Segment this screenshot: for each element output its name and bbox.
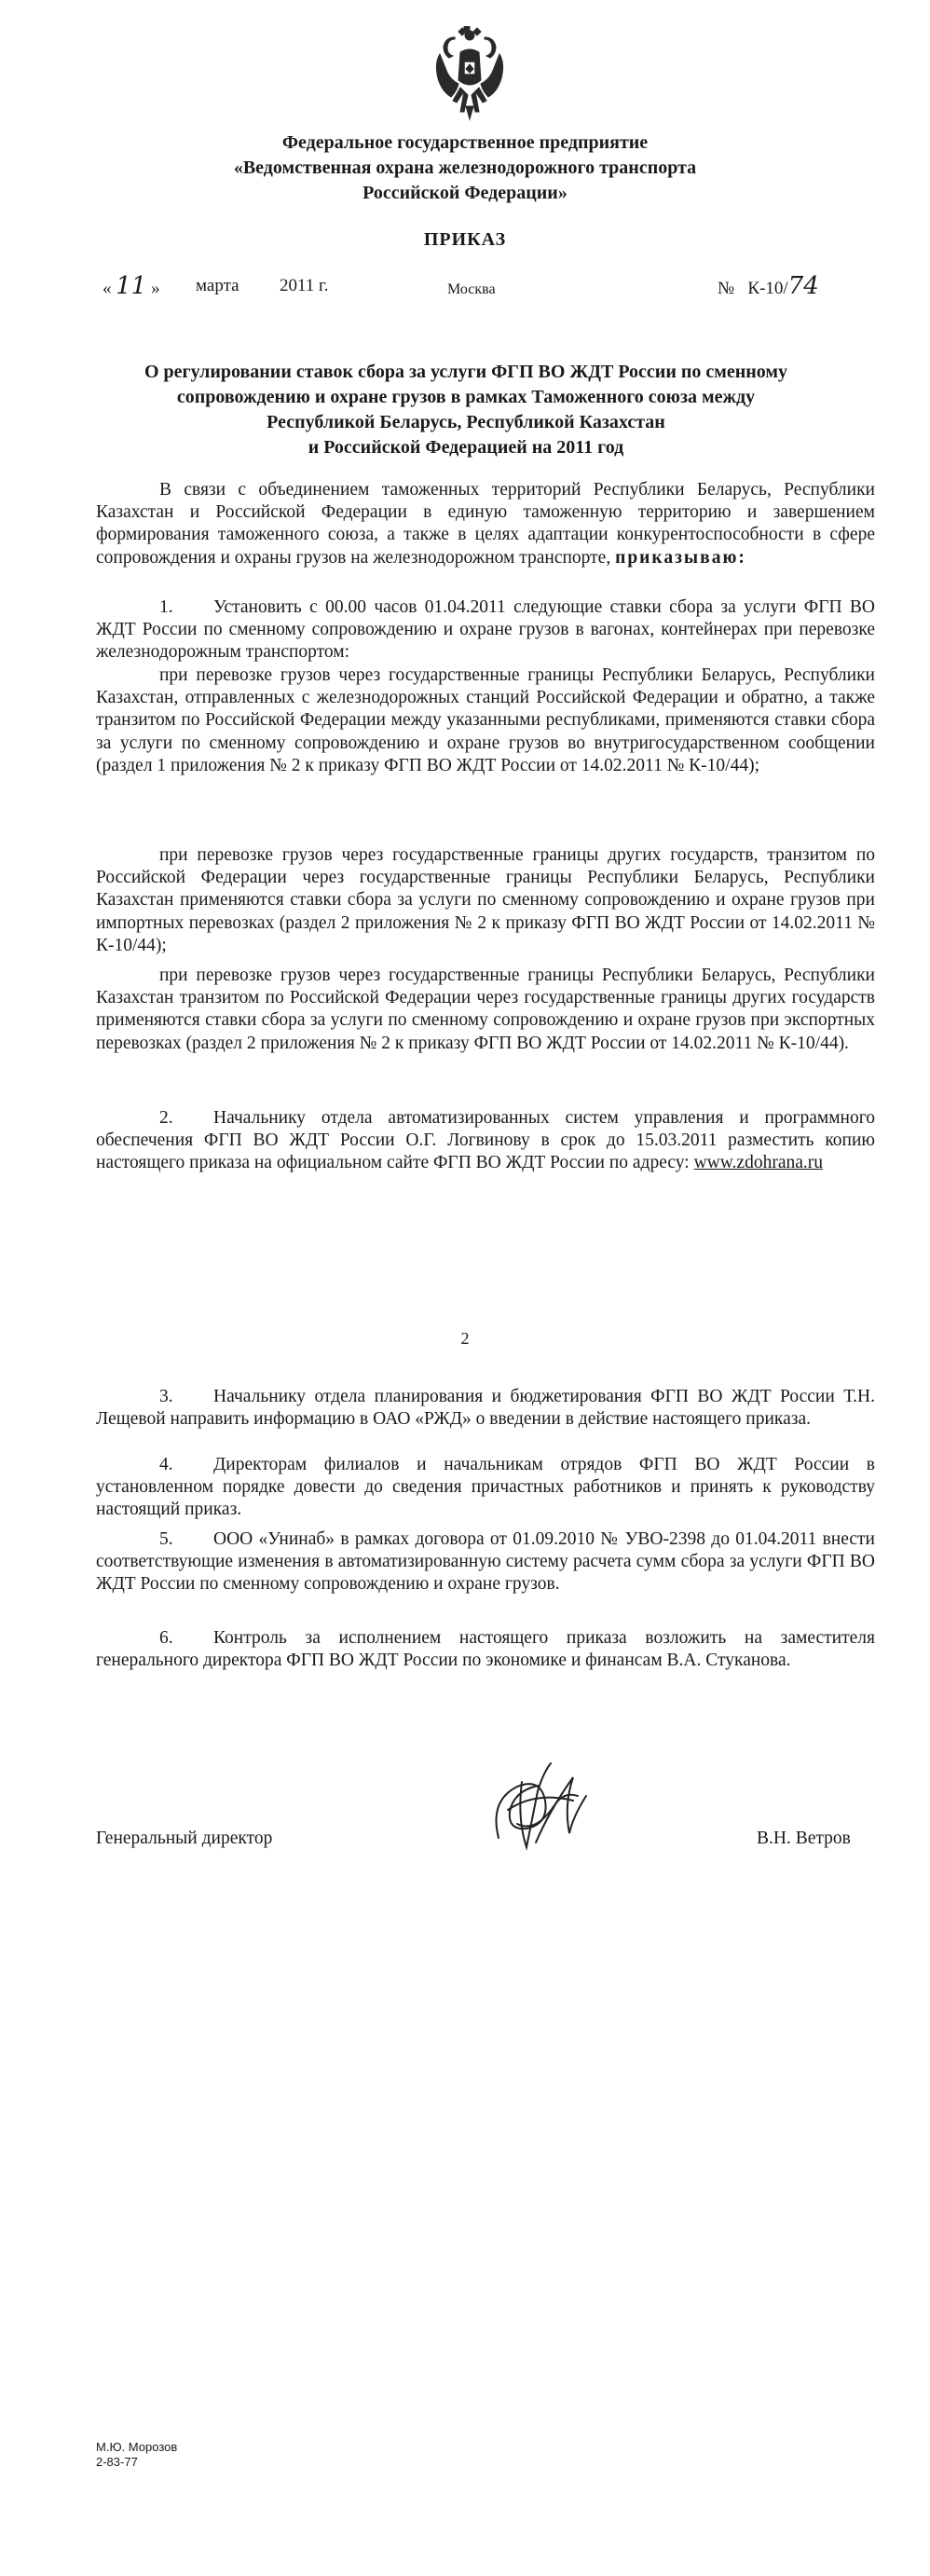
org-name-line2: «Ведомственная охрана железнодорожного транспорта	[233, 158, 697, 178]
order-item-4	[96, 1454, 875, 1522]
order-item-2	[96, 1107, 875, 1175]
item-text: Начальнику отдела автоматизированных систем управления и программного обеспечения ФГП ВО ЖДТ России О.Г. Логвинову в срок до 15.03.2011 разместить копию настоящего приказа на официальном сайте ФГП ВО ЖДТ России по адресу:	[96, 1108, 875, 1173]
order-date-day	[103, 272, 160, 300]
order-item-5	[96, 1528, 875, 1596]
number-sign: №	[718, 279, 735, 298]
org-name-line1: Федеральное государственное предприятие	[281, 132, 649, 153]
quote-close: »	[151, 279, 160, 298]
number-prefix: К-10/	[747, 279, 788, 298]
item-number: 5.	[159, 1529, 173, 1549]
order-number	[718, 272, 819, 300]
item-number: 3.	[159, 1387, 173, 1406]
item-text: Установить с 00.00 часов 01.04.2011 следующие ставки сбора за услуги ФГП ВО ЖДТ России по сменному сопровождению и охране грузов в вагонах, контейнерах при перевозке железнодорожным транспортом:	[96, 597, 875, 663]
subject-line: О регулировании ставок сбора за услуги ФГП ВО ЖДТ России по сменному	[144, 362, 788, 382]
sub-item-2	[96, 844, 875, 957]
double-headed-eagle-icon	[432, 26, 507, 123]
item-text: Контроль за исполнением настоящего приказа возложить на заместителя генерального директора ФГП ВО ЖДТ России по экономике и финансам В.А. Стуканова.	[96, 1628, 875, 1671]
intro-paragraph	[96, 479, 875, 569]
item-number: 6.	[159, 1628, 173, 1648]
sub-item-text: при перевозке грузов через государственные границы Республики Беларусь, Республики Казахстан транзитом по Российской Федерации через государственные границы других государств применяются ставки сбора за услуги по сменному сопровождению и охране грузов при экспортных перевозках (раздел 2 приложения № 2 к приказу ФГП ВО ЖДТ России от 14.02.2011 № К-10/44).	[96, 966, 875, 1053]
item-text: Директорам филиалов и начальникам отрядов ФГП ВО ЖДТ России в установленном порядке довести до сведения причастных работников и принять к руководству настоящий приказ.	[96, 1455, 875, 1520]
sub-item-1	[96, 665, 875, 777]
subject-line: Республикой Беларусь, Республикой Казахстан	[267, 412, 665, 432]
day-handwritten: 11	[116, 272, 147, 300]
order-item-6	[96, 1627, 875, 1672]
signatory-name: В.Н. Ветров	[757, 1829, 851, 1848]
signatory-role: Генеральный директор	[96, 1829, 273, 1848]
signature-image	[471, 1754, 601, 1875]
subject-line: сопровождению и охране грузов в рамках Таможенного союза между	[176, 387, 756, 407]
item-number: 2.	[159, 1108, 173, 1128]
order-subject	[140, 360, 792, 460]
document-type: ПРИКАЗ	[423, 229, 507, 250]
org-name-line3: Российской Федерации»	[362, 183, 568, 203]
executor-info	[96, 2440, 177, 2470]
order-date-month: марта	[196, 276, 239, 295]
sub-item-text: при перевозке грузов через государственные границы других государств, транзитом по Российской Федерации через государственные границы Республики Беларусь, Республики Казахстан применяются ставки сбора за услуги по сменному сопровождению и охране грузов при импортных перевозках (раздел 2 приложения № 2 к приказу ФГП ВО ЖДТ России от 14.02.2011 № К-10/44);	[96, 845, 875, 955]
subject-line: и Российской Федерацией на 2011 год	[308, 437, 624, 458]
order-item-3	[96, 1386, 875, 1431]
order-city: Москва	[447, 281, 496, 297]
order-item-1	[96, 596, 875, 665]
page-number: 2	[460, 1329, 470, 1348]
item-text: Начальнику отдела планирования и бюджетирования ФГП ВО ЖДТ России Т.Н. Лещевой направить информацию в ОАО «РЖД» о введении в действие настоящего приказа.	[96, 1387, 875, 1430]
order-word: приказываю:	[615, 547, 746, 568]
item-number: 4.	[159, 1455, 173, 1474]
intro-text: В связи с объединением таможенных территорий Республики Беларусь, Республики Казахстан и Российской Федерации в единую таможенную территорию и завершением формирования таможенного союза, а также в целях адаптации конкурентоспособности в сфере сопровождения и охраны грузов на железнодорожном транспорте,	[96, 480, 875, 568]
number-handwritten: 74	[787, 272, 819, 300]
executor-name: М.Ю. Морозов	[96, 2440, 178, 2454]
sub-item-text: при перевозке грузов через государственные границы Республики Беларусь, Республики Казахстан, отправленных с железнодорожных станций Российской Федерации и обратно, а также транзитом по Российской Федерации между указанными республиками, применяются ставки сбора за услуги по сменному сопровождению и охране грузов во внутригосударственном сообщении (раздел 1 приложения № 2 к приказу ФГП ВО ЖДТ России от 14.02.2011 № К-10/44);	[96, 665, 875, 775]
sub-item-3	[96, 965, 875, 1055]
item-text: ООО «Унинаб» в рамках договора от 01.09.2010 № УВО-2398 до 01.04.2011 внести соответствующие изменения в автоматизированную систему расчета сумм сбора за услуги ФГП ВО ЖДТ России по сменному сопровождению и охране грузов.	[96, 1529, 875, 1595]
website-link[interactable]: www.zdohrana.ru	[693, 1153, 823, 1173]
executor-phone: 2-83-77	[96, 2455, 138, 2469]
item-number: 1.	[159, 597, 173, 617]
quote-open: «	[103, 279, 112, 298]
order-date-year: 2011 г.	[280, 276, 329, 295]
